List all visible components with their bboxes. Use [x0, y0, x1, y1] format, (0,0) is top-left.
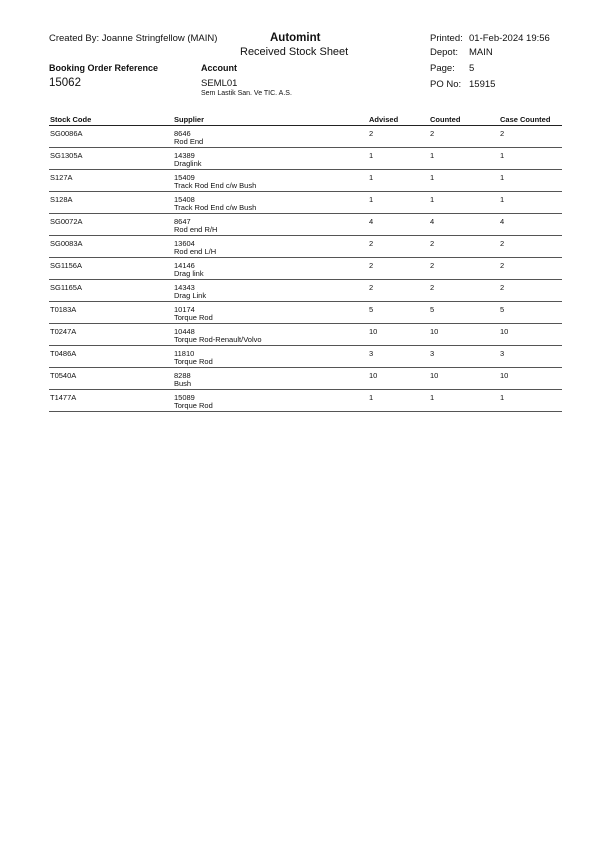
sheet-title: Received Stock Sheet: [240, 46, 349, 58]
supplier-cell: 15409: [174, 173, 195, 182]
company-name: Automint: [270, 32, 321, 44]
stock-code-cell: SG1305A: [50, 151, 83, 160]
case-counted-cell: 1: [500, 393, 505, 402]
table-row: [49, 192, 562, 214]
advised-cell: 2: [369, 283, 374, 292]
stock-code-cell: T0486A: [50, 349, 77, 358]
table-row: [49, 302, 562, 324]
advised-cell: 1: [369, 195, 374, 204]
stock-code-cell: S127A: [50, 173, 73, 182]
counted-cell: 2: [430, 129, 435, 138]
supplier-cell: 14343: [174, 283, 195, 292]
case-counted-cell: 5: [500, 305, 505, 314]
counted-cell: 2: [430, 261, 435, 270]
column-header-stock-code: Stock Code: [50, 115, 92, 124]
case-counted-cell: 2: [500, 239, 505, 248]
case-counted-cell: 1: [500, 195, 505, 204]
description-cell: Track Rod End c/w Bush: [174, 203, 257, 212]
supplier-cell: 8646: [174, 129, 191, 138]
table-body: [49, 126, 562, 412]
description-cell: Torque Rod: [174, 357, 213, 366]
column-header-case-counted: Case Counted: [500, 115, 551, 124]
supplier-cell: 8288: [174, 371, 191, 380]
case-counted-cell: 10: [500, 371, 509, 380]
advised-cell: 10: [369, 371, 378, 380]
stock-code-cell: SG1165A: [50, 283, 82, 292]
booking-order-label: Booking Order Reference: [49, 63, 159, 73]
advised-cell: 1: [369, 173, 374, 182]
counted-cell: 3: [430, 349, 435, 358]
account-label: Account: [201, 63, 237, 73]
created-by-text: Created By: Joanne Stringfellow (MAIN): [49, 33, 218, 44]
counted-cell: 5: [430, 305, 435, 314]
supplier-cell: 14389: [174, 151, 195, 160]
advised-cell: 1: [369, 393, 374, 402]
advised-cell: 3: [369, 349, 374, 358]
stock-code-cell: SG0086A: [50, 129, 83, 138]
counted-cell: 2: [430, 239, 435, 248]
booking-order-value: 15062: [49, 77, 81, 89]
advised-cell: 2: [369, 239, 374, 248]
table-row: [49, 346, 562, 368]
table-row: [49, 214, 562, 236]
table-row: [49, 258, 562, 280]
table-row: [49, 280, 562, 302]
counted-cell: 1: [430, 151, 435, 160]
stock-code-cell: S128A: [50, 195, 73, 204]
stock-code-cell: T0183A: [50, 305, 77, 314]
description-cell: Draglink: [174, 159, 202, 168]
advised-cell: 1: [369, 151, 374, 160]
column-header-counted: Counted: [430, 115, 461, 124]
stock-code-cell: T1477A: [50, 393, 77, 402]
stock-code-cell: T0247A: [50, 327, 77, 336]
supplier-cell: 15408: [174, 195, 195, 204]
counted-cell: 10: [430, 371, 439, 380]
advised-cell: 5: [369, 305, 374, 314]
depot-value: MAIN: [469, 47, 493, 58]
po-label: PO No:: [430, 79, 462, 90]
stock-table: [49, 114, 562, 412]
supplier-cell: 13604: [174, 239, 195, 248]
description-cell: Rod end L/H: [174, 247, 217, 256]
table-row: [49, 390, 562, 412]
description-cell: Track Rod End c/w Bush: [174, 181, 257, 190]
description-cell: Torque Rod: [174, 313, 213, 322]
account-name: Sem Lastik San. Ve TIC. A.S.: [201, 90, 292, 97]
counted-cell: 1: [430, 393, 435, 402]
table-row: [49, 148, 562, 170]
description-cell: Rod end R/H: [174, 225, 218, 234]
counted-cell: 1: [430, 195, 435, 204]
counted-cell: 10: [430, 327, 439, 336]
case-counted-cell: 10: [500, 327, 509, 336]
supplier-cell: 8647: [174, 217, 191, 226]
depot-label: Depot:: [430, 47, 458, 58]
description-cell: Torque Rod-Renault/Volvo: [174, 335, 262, 344]
table-row: [49, 368, 562, 390]
case-counted-cell: 2: [500, 261, 505, 270]
supplier-cell: 10174: [174, 305, 195, 314]
case-counted-cell: 2: [500, 129, 505, 138]
page-value: 5: [469, 63, 475, 74]
supplier-cell: 10448: [174, 327, 195, 336]
printed-label: Printed:: [430, 33, 463, 44]
po-value: 15915: [469, 79, 496, 90]
page-label: Page:: [430, 63, 455, 74]
counted-cell: 2: [430, 283, 435, 292]
description-cell: Drag Link: [174, 291, 207, 300]
stock-code-cell: SG1156A: [50, 261, 82, 270]
advised-cell: 10: [369, 327, 378, 336]
table-row: [49, 126, 562, 148]
case-counted-cell: 2: [500, 283, 505, 292]
description-cell: Torque Rod: [174, 401, 213, 410]
case-counted-cell: 4: [500, 217, 505, 226]
supplier-cell: 14146: [174, 261, 195, 270]
advised-cell: 2: [369, 129, 374, 138]
stock-code-cell: SG0083A: [50, 239, 83, 248]
table-header-row: [49, 114, 562, 126]
description-cell: Bush: [174, 379, 192, 388]
table-row: [49, 324, 562, 346]
advised-cell: 4: [369, 217, 374, 226]
counted-cell: 1: [430, 173, 435, 182]
stock-code-cell: T0540A: [50, 371, 77, 380]
case-counted-cell: 1: [500, 151, 505, 160]
description-cell: Rod End: [174, 137, 204, 146]
supplier-cell: 11810: [174, 349, 195, 358]
table-row: [49, 170, 562, 192]
printed-value: 01-Feb-2024 19:56: [469, 33, 550, 44]
description-cell: Drag link: [174, 269, 204, 278]
case-counted-cell: 1: [500, 173, 505, 182]
advised-cell: 2: [369, 261, 374, 270]
column-header-supplier: Supplier: [174, 115, 205, 124]
account-code: SEML01: [201, 78, 238, 89]
case-counted-cell: 3: [500, 349, 505, 358]
column-header-advised: Advised: [369, 115, 399, 124]
supplier-cell: 15089: [174, 393, 195, 402]
table-row: [49, 236, 562, 258]
counted-cell: 4: [430, 217, 435, 226]
stock-code-cell: SG0072A: [50, 217, 83, 226]
